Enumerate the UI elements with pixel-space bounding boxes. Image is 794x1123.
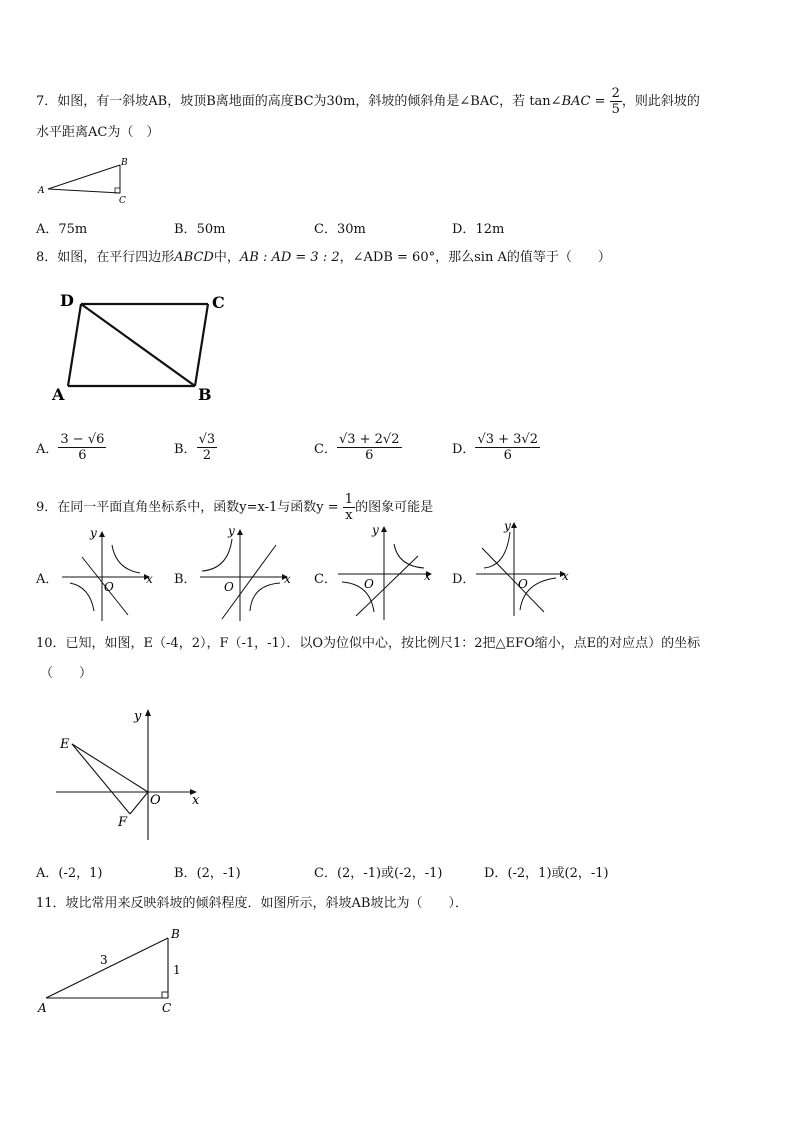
q7-label-c: C: [119, 196, 126, 206]
q7-stem-line2: 水平距离AC为（ ）: [36, 125, 160, 140]
q10-triangle-figure: [50, 704, 210, 844]
q8-label-a: A: [52, 385, 65, 404]
q7-tan-expression: tan∠BAC = $\frac{2}{5}$: [529, 86, 620, 117]
q8-option-c[interactable]: C． $\frac{√3 + 2√2}{6}$: [314, 432, 400, 463]
q11-label-a: A: [38, 1001, 47, 1015]
q9-b-x-label: x: [284, 572, 291, 586]
q8-option-b[interactable]: B． $\frac{√3}{2}$: [174, 432, 216, 463]
q8-sin: sin A: [474, 250, 507, 265]
q11-label-c: C: [162, 1001, 172, 1015]
q9-option-c[interactable]: C．: [314, 572, 337, 587]
q11-side-ab: 3: [100, 953, 108, 967]
q9-b-y-label: y: [228, 524, 235, 538]
q8-label-b: B: [198, 385, 212, 404]
q7-slope-figure: [36, 155, 136, 205]
q7-number: 7．: [36, 94, 58, 109]
q10-label-f: F: [118, 815, 128, 830]
q9-option-b[interactable]: B．: [174, 572, 197, 587]
q11-stem-text: 坡比常用来反映斜坡的倾斜程度．如图所示，斜坡AB坡比为（ ）．: [65, 896, 468, 911]
q9-fraction: $\frac{1}{x}$: [344, 492, 354, 523]
q7-option-d[interactable]: D．12m: [452, 222, 505, 237]
q10-label-e: E: [60, 737, 70, 752]
q10-option-b[interactable]: B．(2，-1): [174, 866, 241, 881]
q7-stem-text-end: ，则此斜坡的: [621, 94, 700, 109]
q10-stem-line2: （ ）: [40, 666, 93, 681]
q8-option-d[interactable]: D． $\frac{√3 + 3√2}{6}$: [452, 432, 538, 463]
q9-c-y-label: y: [372, 523, 379, 537]
q7-label-b: B: [121, 158, 128, 168]
q11-triangle-figure: [36, 924, 196, 1024]
q10-label-y: y: [134, 709, 142, 724]
q10-option-d[interactable]: D．(-2，1)或(2，-1): [484, 866, 609, 881]
q9-a-origin: O: [104, 580, 114, 594]
q11-side-bc: 1: [173, 963, 181, 977]
q10-option-a[interactable]: A．(-2，1): [36, 866, 103, 881]
q11-stem: [36, 894, 468, 914]
q7-stem-text: 如图，有一斜坡AB，坡顶B离地面的高度BC为30m，斜坡的倾斜角是∠BAC，若: [57, 94, 526, 109]
q9-a-x-label: x: [146, 572, 153, 586]
q10-label-o: O: [150, 793, 161, 808]
q8-label-d: D: [60, 291, 74, 310]
q9-d-y-label: y: [504, 519, 511, 533]
q9-graph-c[interactable]: [336, 522, 436, 622]
q8-ratio: AB : AD = 3 : 2: [239, 250, 340, 265]
q9-stem: 9．在同一平面直角坐标系中，函数y=x-1与函数y = $\frac{1}{x}$ 的图象可能是: [36, 492, 434, 523]
q8-abcd: ABCD: [174, 250, 214, 265]
q10-option-c[interactable]: C．(2，-1)或(-2，-1): [314, 866, 443, 881]
q9-graph-b[interactable]: [198, 525, 298, 625]
q8-stem: 8．如图，在平行四边形ABCD中，AB : AD = 3 : 2，∠ADB = 60°，那么sin A的值等于（ ）: [36, 250, 611, 265]
q11-label-b: B: [171, 927, 180, 941]
q9-c-x-label: x: [424, 569, 431, 583]
q8-angle: ∠ADB = 60°: [352, 250, 436, 265]
q9-a-y-label: y: [90, 526, 97, 540]
q8-option-a[interactable]: A． $\frac{3 - √6}{6}$: [36, 432, 105, 463]
q7-tan-fraction: $\frac{2}{5}$: [611, 86, 620, 117]
q10-stem-text: 已知，如图，E（-4，2），F（-1，-1）．以O为位似中心，按比例尺1：2把△EFO缩小，点E的对应点）的坐标: [65, 636, 701, 651]
q10-stem-line1: [36, 634, 700, 654]
q7-option-b[interactable]: B．50m: [174, 222, 226, 237]
q10-label-x: x: [192, 793, 200, 808]
q9-option-a[interactable]: A．: [36, 572, 59, 587]
q9-graph-d[interactable]: [474, 518, 574, 618]
q9-graph-a[interactable]: [60, 525, 160, 625]
q9-c-origin: O: [364, 577, 374, 591]
q9-d-x-label: x: [562, 569, 569, 583]
q7-label-a: A: [38, 186, 45, 196]
q9-option-d[interactable]: D．: [452, 572, 476, 587]
q10-number: 10．: [36, 636, 66, 651]
q9-d-origin: O: [518, 577, 528, 591]
q8-parallelogram-figure: [48, 288, 238, 408]
q7-option-a[interactable]: A．75m: [36, 222, 88, 237]
q8-label-c: C: [212, 293, 225, 312]
q7-option-c[interactable]: C．30m: [314, 222, 366, 237]
q7-stem-line1: [36, 86, 700, 117]
q9-number: 9．: [36, 500, 58, 515]
q11-number: 11．: [36, 896, 66, 911]
q9-b-origin: O: [224, 580, 234, 594]
q8-number: 8．: [36, 250, 58, 265]
